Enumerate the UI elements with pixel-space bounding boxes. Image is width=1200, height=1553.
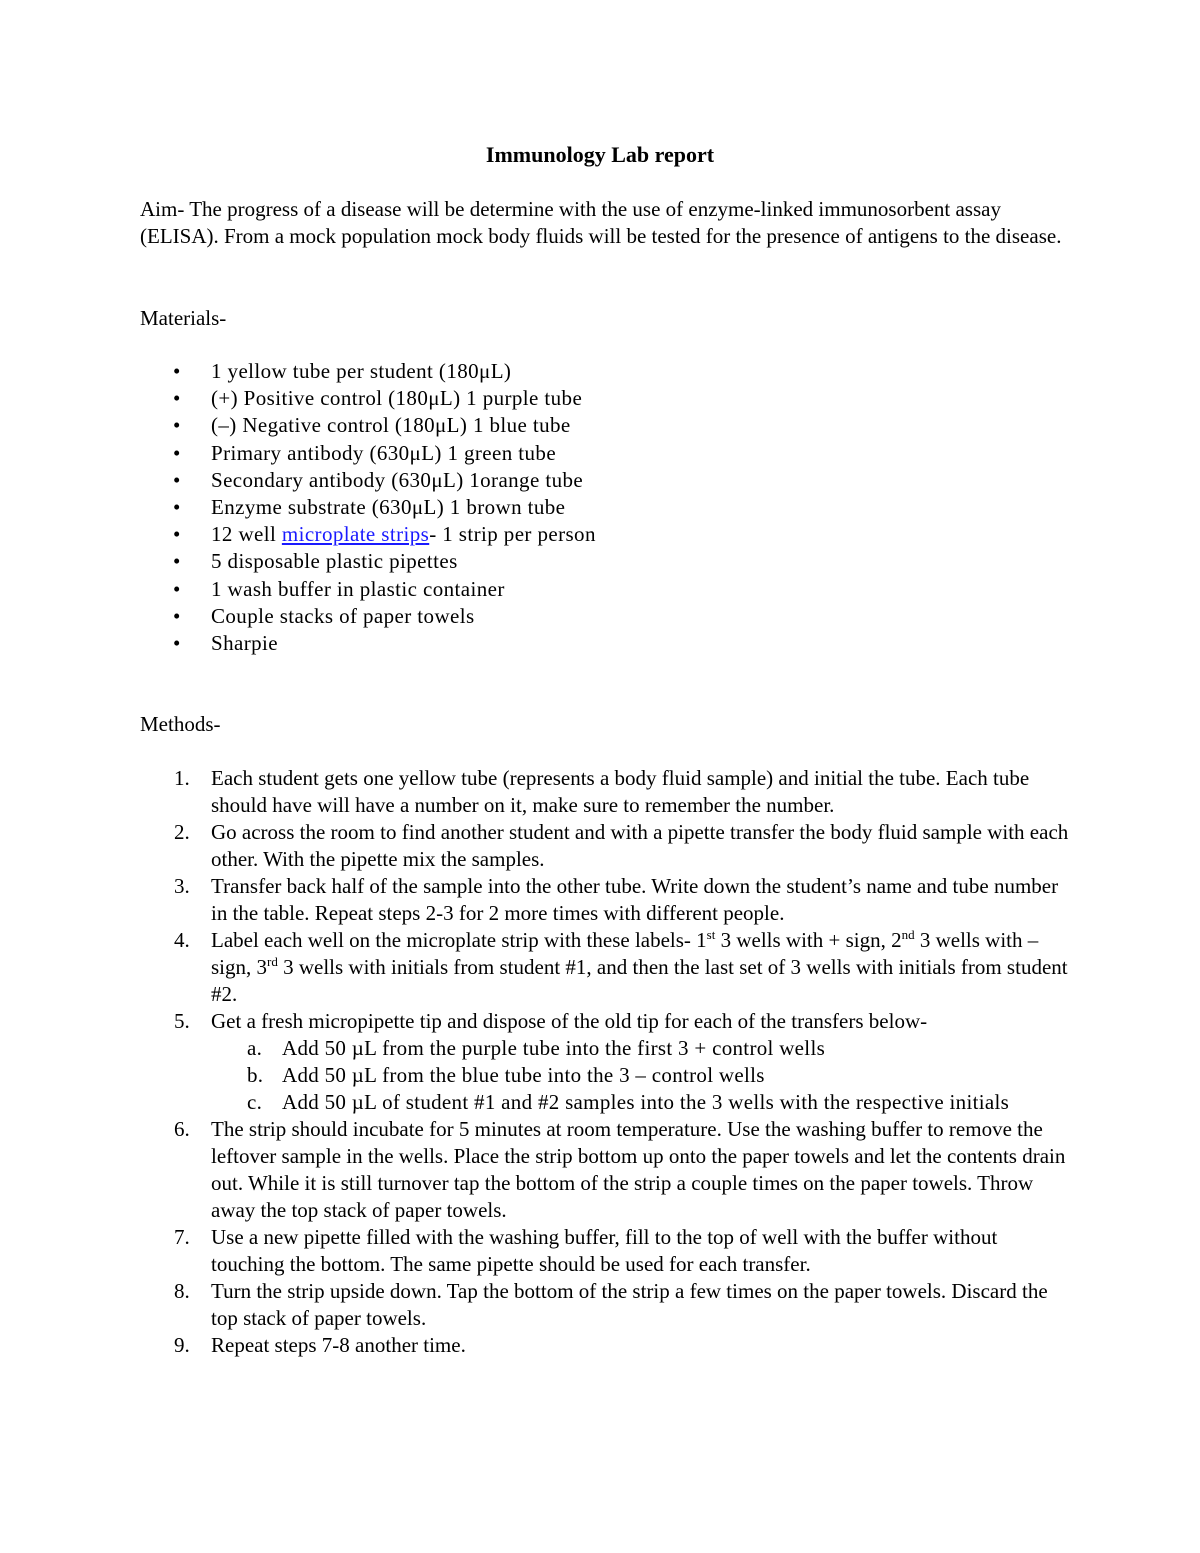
method-step	[140, 927, 1070, 1008]
ordinal-suffix: rd	[267, 954, 278, 969]
step-number: 4.	[174, 928, 190, 952]
bullet-icon: •	[173, 386, 181, 411]
materials-item-text: Sharpie	[211, 631, 278, 656]
materials-item-text-post: - 1 strip per person	[429, 522, 596, 547]
materials-item-text: Couple stacks of paper towels	[211, 603, 475, 628]
materials-item-text: 1 yellow tube per student (180μL)	[211, 359, 512, 383]
step-number: 5.	[174, 1009, 190, 1033]
step-text: Use a new pipette filled with the washing buffer, fill to the top of well with the buffer without touching the bottom. The same pipette should be used for each transfer.	[211, 1225, 998, 1276]
substep-text: Add 50 µL from the blue tube into the 3 – control wells	[282, 1063, 765, 1087]
step-text-part: Label each well on the microplate strip with these labels- 1	[211, 928, 707, 952]
bullet-icon: •	[173, 467, 181, 492]
materials-list	[140, 358, 596, 657]
substep-text: Add 50 µL from the purple tube into the first 3 + control wells	[282, 1036, 826, 1060]
step-number: 8.	[174, 1279, 190, 1303]
bullet-icon: •	[173, 576, 181, 601]
materials-item	[140, 358, 596, 385]
ordinal-suffix: nd	[901, 927, 915, 942]
substep-letter: a.	[247, 1036, 263, 1060]
materials-item	[140, 467, 596, 494]
materials-item-text: 5 disposable plastic pipettes	[211, 549, 458, 574]
bullet-icon: •	[173, 522, 181, 547]
method-substep	[211, 1062, 1070, 1089]
step-text: Repeat steps 7-8 another time.	[211, 1333, 466, 1357]
step-text: The strip should incubate for 5 minutes at room temperature. Use the washing buffer to remove the leftover sample in the wells. Place the strip bottom up onto the paper towels and let the contents drain out. While it is still turnover tap the bottom of the strip a couple times on the paper towels. Throw away the top stack of paper towels.	[211, 1117, 1066, 1222]
step-text: Turn the strip upside down. Tap the bottom of the strip a few times on the paper towels. Discard the top stack of paper towels.	[211, 1279, 1048, 1330]
materials-item-text: (+) Positive control (180μL) 1 purple tube	[211, 386, 583, 411]
substep-list	[211, 1035, 1070, 1116]
materials-item-text: Primary antibody (630μL) 1 green tube	[211, 440, 557, 465]
materials-item	[140, 521, 596, 548]
materials-item	[140, 440, 596, 467]
step-number: 7.	[174, 1225, 190, 1249]
method-substep	[211, 1035, 1070, 1062]
ordinal-suffix: st	[706, 927, 716, 942]
substep-letter: c.	[247, 1090, 263, 1114]
step-text: Transfer back half of the sample into the other tube. Write down the student’s name and tube number in the table. Repeat steps 2-3 for 2 more times with different people.	[211, 874, 1059, 925]
bullet-icon: •	[173, 631, 181, 656]
materials-item-text: Enzyme substrate (630μL) 1 brown tube	[211, 495, 566, 520]
method-step	[140, 819, 1070, 873]
step-text: Each student gets one yellow tube (represents a body fluid sample) and initial the tube. Each tube should have will have a number on it, make sure to remember the number.	[211, 766, 1030, 817]
microplate-strips-link[interactable]: microplate strips	[281, 522, 430, 547]
method-step	[140, 1332, 1070, 1359]
step-number: 3.	[174, 874, 190, 898]
bullet-icon: •	[173, 440, 181, 465]
step-number: 6.	[174, 1117, 190, 1141]
step-text: Go across the room to find another student and with a pipette transfer the body fluid sample with each other. With the pipette mix the samples.	[211, 820, 1069, 871]
materials-item	[140, 630, 596, 657]
substep-letter: b.	[247, 1063, 264, 1087]
bullet-icon: •	[173, 603, 181, 628]
materials-item	[140, 603, 596, 630]
bullet-icon: •	[173, 495, 181, 520]
step-text-part: 3 wells with + sign, 2	[715, 928, 902, 952]
materials-item	[140, 385, 596, 412]
bullet-icon: •	[173, 413, 181, 438]
methods-heading: Methods-	[140, 712, 221, 736]
method-step	[140, 1224, 1070, 1278]
materials-item	[140, 494, 596, 521]
bullet-icon: •	[173, 359, 181, 383]
aim-paragraph: Aim- The progress of a disease will be determine with the use of enzyme-linked immunosorbent assay (ELISA). From a mock population mock body fluids will be tested for the presence of antigens to the disease.	[140, 197, 1062, 248]
method-substep	[211, 1089, 1070, 1116]
materials-item	[140, 576, 596, 603]
materials-item-text: Secondary antibody (630μL) 1orange tube	[211, 467, 584, 492]
methods-list	[140, 765, 1070, 1359]
step-text-part: 3 wells with initials from student #1, and then the last set of 3 wells with initials from student #2.	[211, 955, 1068, 1006]
step-text: Get a fresh micropipette tip and dispose of the old tip for each of the transfers below-	[211, 1009, 928, 1033]
materials-item-text: (–) Negative control (180μL) 1 blue tube	[211, 413, 571, 438]
method-step	[140, 1116, 1070, 1224]
method-step	[140, 873, 1070, 927]
method-step	[140, 1278, 1070, 1332]
method-step	[140, 1008, 1070, 1116]
step-number: 1.	[174, 766, 190, 790]
materials-item-text-pre: 12 well	[211, 522, 282, 547]
method-step	[140, 765, 1070, 819]
step-number: 9.	[174, 1333, 190, 1357]
bullet-icon: •	[173, 549, 181, 574]
materials-item-text: 1 wash buffer in plastic container	[211, 576, 505, 601]
materials-item	[140, 412, 596, 439]
step-number: 2.	[174, 820, 190, 844]
document-title: Immunology Lab report	[485, 142, 715, 167]
materials-item	[140, 548, 596, 575]
step-text-part: 3 wells with – sign, 3	[211, 928, 1039, 979]
materials-heading: Materials-	[140, 306, 227, 330]
substep-text: Add 50 µL of student #1 and #2 samples into the 3 wells with the respective initials	[282, 1090, 1010, 1114]
